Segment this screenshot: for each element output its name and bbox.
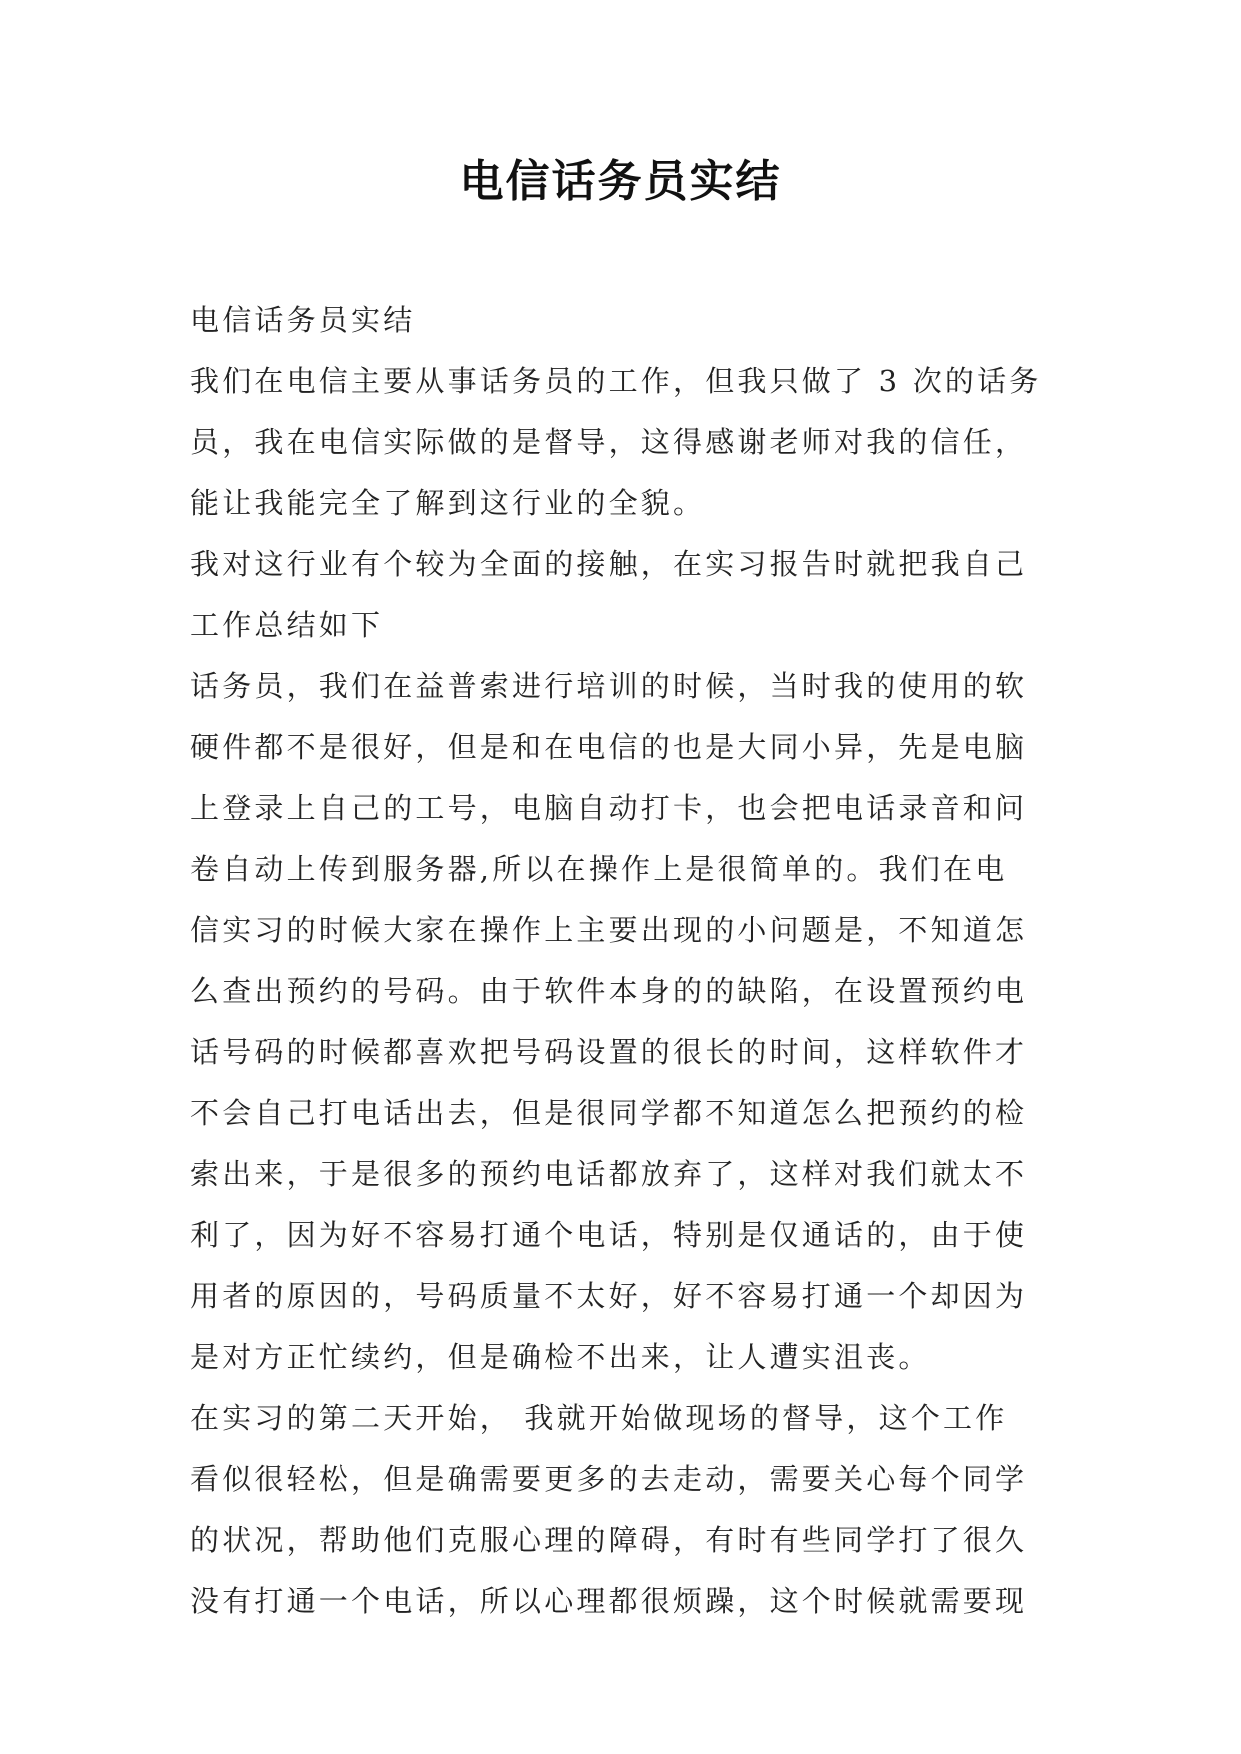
text-line: 话号码的时候都喜欢把号码设置的很长的时间，这样软件才 xyxy=(190,1035,1028,1069)
text-line: 我们在电信主要从事话务员的工作，但我只做了 3 次的话务 xyxy=(190,364,1042,398)
text-line: 工作总结如下 xyxy=(190,608,384,642)
document-title: 电信话务员实结 xyxy=(459,156,782,207)
text-line: 看似很轻松，但是确需要更多的去走动，需要关心每个同学 xyxy=(190,1462,1028,1496)
text-line: 上登录上自己的工号，电脑自动打卡，也会把电话录音和问 xyxy=(190,791,1028,825)
text-line: 电信话务员实结 xyxy=(190,303,416,337)
text-line: 的状况，帮助他们克服心理的障碍，有时有些同学打了很久 xyxy=(190,1523,1028,1557)
text-line: 话务员，我们在益普索进行培训的时候，当时我的使用的软 xyxy=(190,669,1028,703)
text-line: 索出来，于是很多的预约电话都放弃了，这样对我们就太不 xyxy=(190,1157,1028,1191)
text-line: 在实习的第二天开始， 我就开始做现场的督导，这个工作 xyxy=(190,1401,1008,1435)
text-line: 卷自动上传到服务器,所以在操作上是很简单的。我们在电 xyxy=(190,852,1008,886)
text-line: 硬件都不是很好，但是和在电信的也是大同小异，先是电脑 xyxy=(190,730,1028,764)
text-line: 没有打通一个电话，所以心理都很烦躁，这个时候就需要现 xyxy=(190,1584,1028,1618)
text-line: 是对方正忙续约，但是确检不出来，让人遭实沮丧。 xyxy=(190,1340,931,1374)
text-line: 不会自己打电话出去，但是很同学都不知道怎么把预约的检 xyxy=(190,1096,1028,1130)
text-line: 利了，因为好不容易打通个电话，特别是仅通话的，由于使 xyxy=(190,1218,1028,1252)
text-line: 信实习的时候大家在操作上主要出现的小问题是，不知道怎 xyxy=(190,913,1028,947)
text-line: 么查出预约的号码。由于软件本身的的缺陷，在设置预约电 xyxy=(190,974,1028,1008)
text-line: 我对这行业有个较为全面的接触，在实习报告时就把我自己 xyxy=(190,547,1028,581)
text-line: 员，我在电信实际做的是督导，这得感谢老师对我的信任， xyxy=(190,425,1028,459)
text-line: 用者的原因的，号码质量不太好，好不容易打通一个却因为 xyxy=(190,1279,1028,1313)
document-body xyxy=(190,290,1050,1632)
text-line: 能让我能完全了解到这行业的全貌。 xyxy=(190,486,706,520)
